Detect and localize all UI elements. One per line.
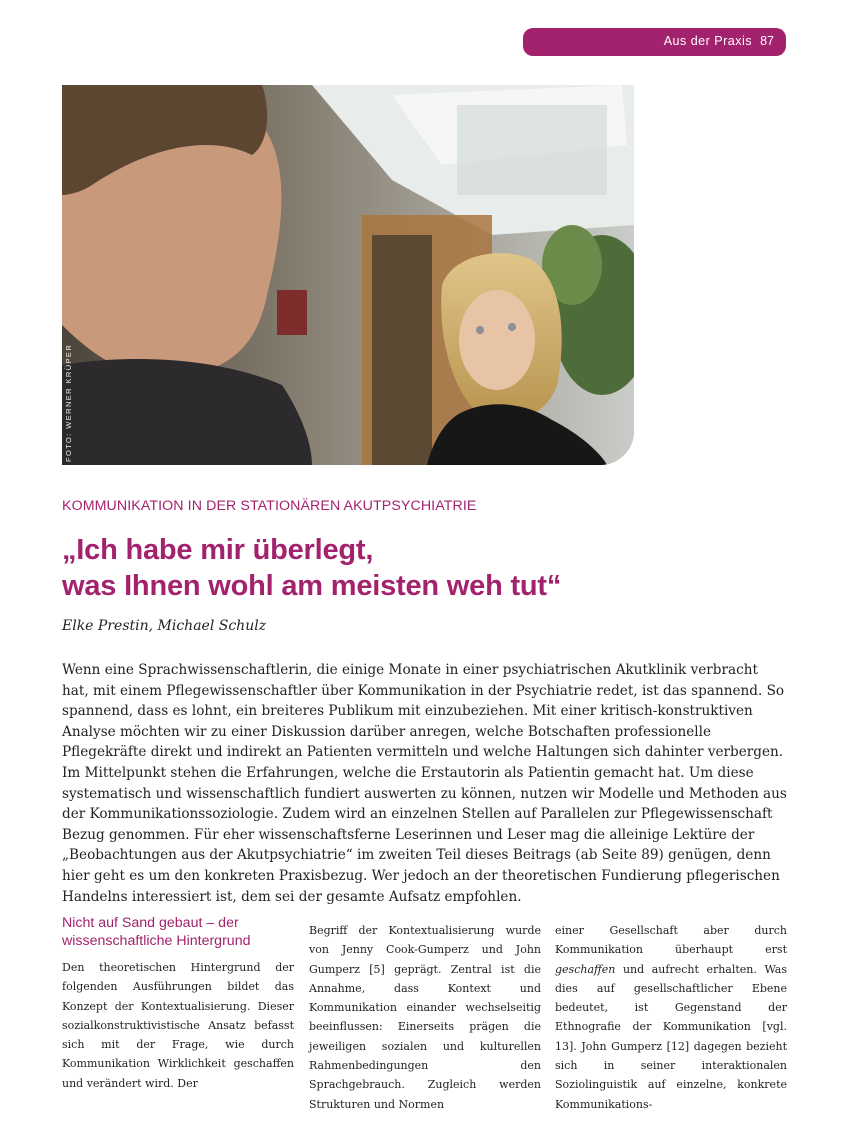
body-column-3 <box>555 921 787 1114</box>
col3-text-b: und aufrecht erhalten. Was dies auf gesellschaftlicher Ebene bedeutet, ist Gegenstand der Ethnografie der Kommunikation [vgl. 13]. John Gumperz [12] dagegen bezieht sich in seiner interaktionalen Soziolinguistik auf einzelne, konkrete Kommunikations- <box>555 962 787 1111</box>
article-lead: Wenn eine Sprachwissenschaftlerin, die einige Monate in einer psychiatrischen Akutklinik verbracht hat, mit einem Pflegewissenschaftler über Kommunikation in der Psychiatrie redet, ist das spannend. So spannend, dass es lohnt, ein breiteres Publikum mit einzubeziehen. Mit einer kritisch-konstruktiven Analyse möchten wir zu einer Diskussion darüber anregen, welche Botschaften professionelle Pflegekräfte direkt und indirekt an Patienten vermitteln und welche Haltungen sich dahinter verbergen. Im Mittelpunkt stehen die Erfahrungen, welche die Erstautorin als Patientin gemacht hat. Um diese systematisch und wissenschaftlich fundiert auswerten zu können, nutzen wir Modelle und Methoden aus der Kommunikationssoziologie. Zudem wird an einzelnen Stellen auf Parallelen zur Pflegewissenschaft Bezug genommen. Für eher wissenschaftsferne Leserinnen und Leser mag die alleinige Lektüre der „Beobachtungen aus der Akutpsychiatrie“ im zweiten Teil dieses Beitrags (ab Seite 89) genügen, denn hier geht es um den konkreten Praxisbezug. Wer jedoch an der theoretischen Fundierung pflegerischen Handelns interessiert ist, dem sei der gesamte Aufsatz empfohlen. <box>62 662 787 905</box>
article-kicker: KOMMUNIKATION IN DER STATIONÄREN AKUTPSYCHIATRIE <box>62 498 477 514</box>
col3-text-a: einer Gesellschaft aber durch Kommunikation überhaupt erst <box>555 924 787 957</box>
article-photo <box>62 85 634 465</box>
article-title <box>62 532 561 604</box>
title-line-1: „Ich habe mir überlegt, <box>62 534 374 566</box>
page-number: 87 <box>760 34 774 48</box>
body-column-1: Den theoretischen Hintergrund der folgenden Ausführungen bildet das Konzept der Kontextualisierung. Dieser sozialkonstruktivistische Ansatz befasst sich mit der Frage, wie durch Kommunikation Wirklichkeit geschaffen und verändert wird. Der <box>62 961 294 1090</box>
body-column-2: Begriff der Kontextualisierung wurde von Jenny Cook-Gumperz und John Gumperz [5] geprägt. Zentral ist die Annahme, dass Kontext und Kommunikation einander wechselseitig beeinflussen: Einerseits prägen die jeweiligen sozialen und kulturellen Rahmenbedingungen den Sprachgebrauch. Zugleich werden Strukturen und Normen <box>309 924 541 1111</box>
section-subhead: Nicht auf Sand gebaut – der wissenschaftliche Hintergrund <box>62 915 251 949</box>
article-authors: Elke Prestin, Michael Schulz <box>62 618 267 634</box>
section-header-tab <box>523 28 786 56</box>
section-label: Aus der Praxis <box>663 34 752 48</box>
col3-emphasis: geschaffen <box>555 962 616 976</box>
photo-credit: FOTO: WERNER KRÜPER <box>64 343 73 462</box>
title-line-2: was Ihnen wohl am meisten weh tut“ <box>62 570 562 602</box>
